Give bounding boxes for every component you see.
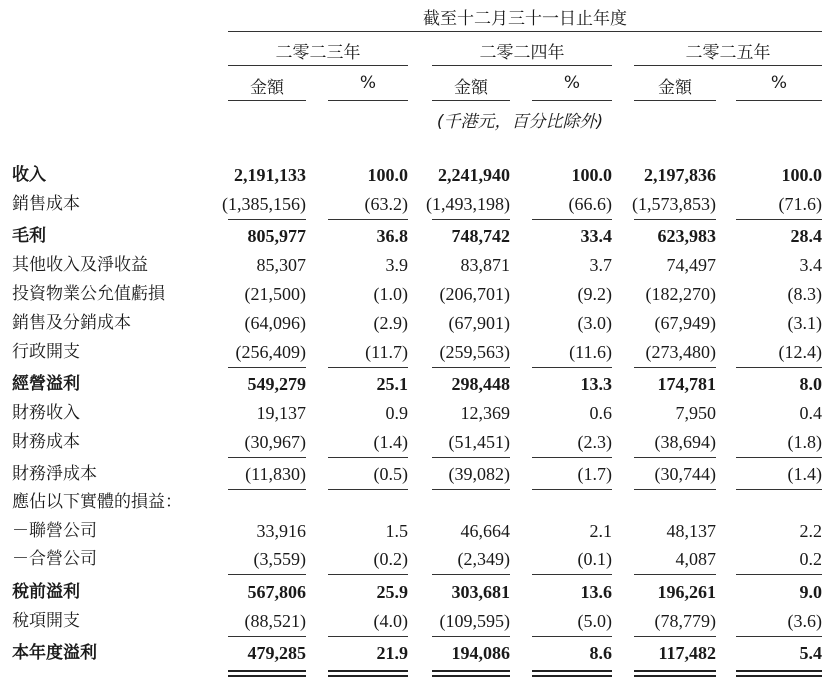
period-title: 截至十二月三十一日止年度 [423,9,627,29]
percent-cell: (4.0) [373,611,408,631]
amount-cell: (38,694) [654,432,716,452]
percent-cell: (1.4) [787,464,822,484]
subtotal-rule [432,457,510,458]
amount-cell: (256,409) [235,342,306,362]
percent-cell: (9.2) [577,284,612,304]
percent-cell: 3.7 [589,255,612,275]
amount-rule-2025 [634,100,716,101]
amount-cell: 623,983 [657,226,716,246]
amount-cell: (67,949) [654,313,716,333]
amount-cell: 805,977 [247,226,306,246]
amount-header-2025: 金額 [658,78,692,98]
percent-cell: (1.4) [373,432,408,452]
percent-cell: (11.6) [569,342,612,362]
amount-cell: 174,781 [657,374,716,394]
row-label: 財務淨成本 [12,464,97,484]
percent-rule-2023 [328,100,408,101]
subtotal-rule [432,367,510,368]
amount-cell: 196,261 [657,582,716,602]
amount-cell: (1,573,853) [632,194,716,214]
percent-cell: 13.3 [580,374,612,394]
amount-cell: 83,871 [460,255,510,275]
amount-cell: (109,595) [439,611,510,631]
percent-cell: (66.6) [568,194,612,214]
table-row [0,338,834,366]
percent-cell: (2.3) [577,432,612,452]
amount-cell: 194,086 [451,643,510,663]
subtotal-rule [432,636,510,637]
table-row [0,460,834,488]
percent-cell: (0.1) [577,549,612,569]
subtotal-rule [228,574,306,575]
percent-cell: 36.8 [376,226,408,246]
percent-cell: 25.9 [376,582,408,602]
amount-cell: (88,521) [244,611,306,631]
amount-cell: (30,967) [244,432,306,452]
percent-cell: (0.5) [373,464,408,484]
table-row [0,428,834,456]
row-label: 投資物業公允值虧損 [12,284,165,304]
subtotal-rule [532,367,612,368]
subtotal-rule [328,574,408,575]
subtotal-rule [328,367,408,368]
percent-cell: (8.3) [787,284,822,304]
amount-cell: 4,087 [675,549,716,569]
percent-cell: (71.6) [778,194,822,214]
percent-cell: 5.4 [799,643,822,663]
amount-cell: 298,448 [451,374,510,394]
row-label: 稅項開支 [12,611,80,631]
table-row [0,607,834,635]
percent-header-2024: % [563,73,581,93]
percent-cell: (3.1) [787,313,822,333]
row-label: 行政開支 [12,342,80,362]
amount-header-2023: 金額 [250,78,284,98]
table-row [0,190,834,218]
percent-cell: 2.2 [799,521,822,541]
percent-cell: 1.5 [385,521,408,541]
table-row [0,488,834,516]
row-label: 稅前溢利 [12,582,80,602]
amount-cell: 12,369 [460,403,510,423]
amount-cell: 479,285 [247,643,306,663]
row-label: －合營公司 [12,549,97,569]
row-label: －聯營公司 [12,521,97,541]
total-double-rule [634,670,716,677]
percent-header-2025: % [770,73,788,93]
row-label: 財務收入 [12,403,80,423]
percent-header-2023: % [359,73,377,93]
amount-cell: (39,082) [448,464,510,484]
subtotal-rule [736,367,822,368]
amount-cell: 117,482 [658,643,716,663]
amount-cell: 7,950 [675,403,716,423]
amount-cell: (78,779) [654,611,716,631]
percent-cell: (11.7) [365,342,408,362]
row-label: 經營溢利 [12,374,80,394]
percent-cell: (1.7) [577,464,612,484]
subtotal-rule [736,574,822,575]
amount-cell: (182,270) [645,284,716,304]
period-title-rule [228,31,822,32]
amount-cell: 303,681 [451,582,510,602]
percent-rule-2025 [736,100,822,101]
row-label: 收入 [12,165,46,185]
percent-cell: 8.0 [799,374,822,394]
subtotal-rule [532,457,612,458]
amount-cell: 567,806 [247,582,306,602]
table-row [0,399,834,427]
year-header-2023: 二零二三年 [275,43,361,63]
row-label: 本年度溢利 [12,643,97,663]
amount-cell: (1,385,156) [222,194,306,214]
percent-cell: (12.4) [778,342,822,362]
amount-cell: 748,742 [451,226,510,246]
amount-cell: (2,349) [457,549,510,569]
row-label: 銷售及分銷成本 [12,313,131,333]
amount-cell: (259,563) [439,342,510,362]
amount-cell: 19,137 [256,403,306,423]
subtotal-rule [634,636,716,637]
percent-cell: (2.9) [373,313,408,333]
subtotal-rule [736,457,822,458]
subtotal-rule [328,219,408,220]
subtotal-rule [532,574,612,575]
subtotal-rule [532,636,612,637]
percent-cell: 8.6 [589,643,612,663]
subtotal-rule [228,636,306,637]
table-row [0,545,834,573]
subtotal-rule [432,219,510,220]
year-header-2024: 二零二四年 [479,43,565,63]
unit-note: (千港元，百分比除外) [436,112,604,132]
percent-cell: 3.4 [799,255,822,275]
subtotal-rule [228,457,306,458]
table-row [0,222,834,250]
amount-cell: 74,497 [666,255,716,275]
total-double-rule [328,670,408,677]
amount-cell: (273,480) [645,342,716,362]
percent-cell: 100.0 [367,165,408,185]
year-rule-2025 [634,65,822,66]
amount-cell: (30,744) [654,464,716,484]
subtotal-rule [432,574,510,575]
subtotal-rule [634,457,716,458]
percent-cell: 9.0 [799,582,822,602]
percent-cell: 0.9 [385,403,408,423]
amount-cell: (64,096) [244,313,306,333]
amount-rule-2024 [432,100,510,101]
subtotal-rule [228,219,306,220]
table-row [0,280,834,308]
amount-cell: 33,916 [256,521,306,541]
percent-cell: 13.6 [580,582,612,602]
subtotal-rule [328,457,408,458]
percent-cell: (3.6) [787,611,822,631]
table-row [0,370,834,398]
percent-cell: 100.0 [781,165,822,185]
percent-cell: 0.6 [589,403,612,423]
row-label: 財務成本 [12,432,80,452]
subtotal-rule [736,636,822,637]
row-label: 銷售成本 [12,194,80,214]
amount-cell: 549,279 [247,374,306,394]
amount-cell: (51,451) [448,432,510,452]
subtotal-rule [328,636,408,637]
percent-cell: 0.2 [799,549,822,569]
percent-cell: 3.9 [385,255,408,275]
amount-cell: (206,701) [439,284,510,304]
amount-cell: (11,830) [245,464,306,484]
subtotal-rule [634,367,716,368]
percent-cell: 21.9 [376,643,408,663]
total-double-rule [736,670,822,677]
row-label: 毛利 [12,226,46,246]
row-label: 其他收入及淨收益 [12,255,148,275]
amount-cell: 2,241,940 [438,165,510,185]
subtotal-rule [228,367,306,368]
percent-cell: 100.0 [571,165,612,185]
table-row [0,251,834,279]
percent-cell: 0.4 [799,403,822,423]
amount-cell: (67,901) [448,313,510,333]
table-row [0,578,834,606]
percent-cell: (63.2) [364,194,408,214]
year-header-2025: 二零二五年 [685,43,771,63]
amount-cell: (3,559) [253,549,306,569]
percent-rule-2024 [532,100,612,101]
amount-cell: 85,307 [256,255,306,275]
percent-cell: (1.8) [787,432,822,452]
amount-cell: 2,191,133 [234,165,306,185]
amount-cell: 48,137 [666,521,716,541]
amount-cell: (1,493,198) [426,194,510,214]
year-rule-2023 [228,65,408,66]
subtotal-rule [736,219,822,220]
table-row [0,639,834,667]
percent-cell: (0.2) [373,549,408,569]
subtotal-rule [634,219,716,220]
total-double-rule [228,670,306,677]
amount-rule-2023 [228,100,306,101]
percent-cell: 25.1 [376,374,408,394]
year-rule-2024 [432,65,612,66]
row-label: 應佔以下實體的損益： [12,492,182,512]
amount-cell: (21,500) [244,284,306,304]
percent-cell: (5.0) [577,611,612,631]
table-row [0,517,834,545]
percent-cell: (3.0) [577,313,612,333]
table-row [0,161,834,189]
subtotal-rule [634,574,716,575]
total-double-rule [432,670,510,677]
amount-cell: 2,197,836 [644,165,716,185]
percent-cell: 2.1 [589,521,612,541]
amount-header-2024: 金額 [454,78,488,98]
subtotal-rule [532,219,612,220]
percent-cell: 28.4 [790,226,822,246]
percent-cell: 33.4 [580,226,612,246]
total-double-rule [532,670,612,677]
table-row [0,309,834,337]
amount-cell: 46,664 [460,521,510,541]
percent-cell: (1.0) [373,284,408,304]
